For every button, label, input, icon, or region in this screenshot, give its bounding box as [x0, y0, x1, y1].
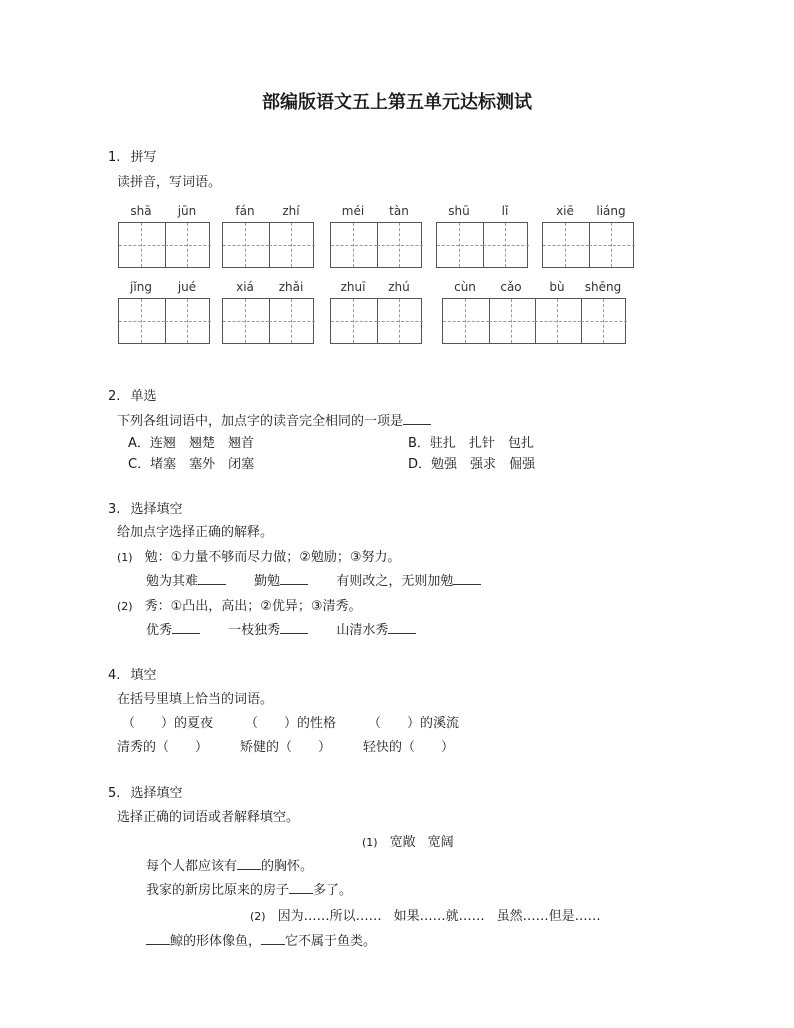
option-c[interactable]: C．堵塞 塞外 闭塞: [128, 457, 255, 472]
question-4-instruction: 在括号里填上恰当的词语。: [117, 692, 274, 707]
answer-blank[interactable]: [261, 932, 285, 945]
guide-line: [377, 245, 423, 246]
writing-cell[interactable]: [377, 299, 423, 343]
pinyin-label: zhuī: [340, 280, 366, 294]
pinyin-label: jǐng: [130, 280, 152, 294]
option-a[interactable]: A．连翘 翘楚 翘首: [128, 436, 254, 451]
guide-line: [119, 245, 165, 246]
pinyin-label: zhí: [282, 204, 300, 218]
question-2-header: [108, 385, 157, 404]
option-d[interactable]: D．勉强 强求 倔强: [408, 457, 536, 472]
pinyin-label: shū: [448, 204, 470, 218]
answer-blank[interactable]: [237, 857, 261, 870]
answer-blank[interactable]: [198, 572, 226, 585]
sub-item-1-choices: (1) 宽敞 宽阔: [362, 835, 454, 850]
pinyin-label: tàn: [389, 204, 409, 218]
pinyin-label: fán: [235, 204, 255, 218]
fill-row-2-item[interactable]: 清秀的（ ）: [117, 740, 209, 755]
pinyin-label: zhú: [388, 280, 410, 294]
option-b[interactable]: B．驻扎 扎针 包扎: [408, 436, 534, 451]
writing-cell[interactable]: [223, 299, 270, 343]
writing-cell[interactable]: [443, 299, 490, 343]
guide-line: [483, 245, 529, 246]
guide-line: [119, 321, 165, 322]
question-number: 3.: [108, 502, 121, 517]
pinyin-label: liáng: [596, 204, 626, 218]
writing-cell[interactable]: [223, 223, 270, 267]
writing-box: [330, 222, 422, 268]
answer-blank[interactable]: [403, 412, 431, 425]
writing-cell[interactable]: [269, 223, 315, 267]
question-heading: 选择填空: [130, 502, 183, 517]
sentence-2: 我家的新房比原来的房子 多了。: [146, 883, 353, 898]
sub-item-1-definition: (1) 勉：①力量不够而尽力做；②勉励；③努力。: [117, 550, 401, 565]
question-2-stem: 下列各组词语中，加点字的读音完全相同的一项是: [117, 410, 431, 429]
guide-line: [543, 245, 589, 246]
writing-cell[interactable]: [535, 299, 582, 343]
writing-box: [118, 298, 210, 344]
writing-cell[interactable]: [437, 223, 484, 267]
pinyin-label: jué: [177, 280, 197, 294]
fill-row-1-item[interactable]: （ ）的夏夜: [122, 716, 214, 731]
pinyin-label: shēng: [584, 280, 622, 294]
fill-row-1-item[interactable]: （ ）的性格: [245, 716, 337, 731]
writing-cell[interactable]: [543, 223, 590, 267]
fill-row-2-item[interactable]: 矫健的（ ）: [240, 740, 332, 755]
writing-cell[interactable]: [331, 299, 378, 343]
writing-box: [442, 298, 626, 344]
pinyin-label: bù: [549, 280, 565, 294]
pinyin-label: shā: [130, 204, 152, 218]
question-1-instruction: 读拼音，写词语。: [117, 175, 222, 190]
question-number: 4.: [108, 668, 121, 683]
writing-box: [436, 222, 528, 268]
writing-cell[interactable]: [165, 223, 211, 267]
question-number: 1.: [108, 150, 121, 165]
writing-cell[interactable]: [119, 299, 166, 343]
sentence-1: 每个人都应该有 的胸怀。: [146, 859, 314, 874]
writing-cell[interactable]: [269, 299, 315, 343]
question-3-instruction: 给加点字选择正确的解释。: [117, 525, 274, 540]
pinyin-label: jūn: [177, 204, 197, 218]
writing-cell[interactable]: [119, 223, 166, 267]
sub-item-2-definition: (2) 秀：①凸出，高出；②优异；③清秀。: [117, 599, 362, 614]
guide-line: [331, 245, 377, 246]
guide-line: [269, 321, 315, 322]
pinyin-label: zhǎi: [278, 280, 304, 294]
question-5-header: [108, 782, 183, 801]
question-4-header: [108, 664, 157, 683]
sentence-3: 鲸的形体像鱼， 它不属于鱼类。: [146, 930, 376, 949]
answer-blank[interactable]: [172, 621, 200, 634]
answer-blank[interactable]: [280, 572, 308, 585]
sub-item-1-phrases: 勉为其难 勤勉 有则改之，无则加勉: [146, 570, 481, 589]
writing-box: [118, 222, 210, 268]
writing-box: [222, 222, 314, 268]
answer-blank[interactable]: [453, 572, 481, 585]
page-title: 部编版语文五上第五单元达标测试: [262, 92, 532, 113]
question-heading: 拼写: [130, 150, 157, 165]
guide-line: [377, 321, 423, 322]
answer-blank[interactable]: [146, 932, 170, 945]
guide-line: [269, 245, 315, 246]
guide-line: [223, 321, 269, 322]
guide-line: [443, 321, 489, 322]
guide-line: [223, 245, 269, 246]
guide-line: [437, 245, 483, 246]
guide-line: [165, 321, 211, 322]
pinyin-label: xiá: [236, 280, 254, 294]
answer-blank[interactable]: [280, 621, 308, 634]
question-heading: 填空: [130, 668, 157, 683]
question-1-header: [108, 146, 157, 165]
answer-blank[interactable]: [388, 621, 416, 634]
sub-item-2-choices: (2) 因为……所以…… 如果……就…… 虽然……但是……: [250, 909, 601, 924]
writing-box: [330, 298, 422, 344]
guide-line: [535, 321, 581, 322]
writing-cell[interactable]: [489, 299, 536, 343]
writing-box: [542, 222, 634, 268]
writing-cell[interactable]: [331, 223, 378, 267]
pinyin-label: xiē: [556, 204, 574, 218]
question-3-header: [108, 498, 183, 517]
question-heading: 选择填空: [130, 786, 183, 801]
answer-blank[interactable]: [289, 881, 313, 894]
question-5-instruction: 选择正确的词语或者解释填空。: [117, 810, 300, 825]
guide-line: [581, 321, 627, 322]
writing-cell[interactable]: [483, 223, 529, 267]
writing-box: [222, 298, 314, 344]
guide-line: [589, 245, 635, 246]
guide-line: [165, 245, 211, 246]
question-heading: 单选: [130, 389, 157, 404]
pinyin-label: lǐ: [501, 204, 509, 218]
fill-row-1-item[interactable]: （ ）的溪流: [368, 716, 460, 731]
guide-line: [331, 321, 377, 322]
question-number: 5.: [108, 786, 121, 801]
sub-item-2-phrases: 优秀 一枝独秀 山清水秀: [146, 619, 416, 638]
writing-cell[interactable]: [377, 223, 423, 267]
question-number: 2.: [108, 389, 121, 404]
pinyin-label: cùn: [454, 280, 476, 294]
writing-cell[interactable]: [165, 299, 211, 343]
pinyin-label: cǎo: [500, 280, 522, 294]
pinyin-label: méi: [341, 204, 365, 218]
writing-cell[interactable]: [589, 223, 635, 267]
fill-row-2-item[interactable]: 轻快的（ ）: [363, 740, 455, 755]
guide-line: [489, 321, 535, 322]
writing-cell[interactable]: [581, 299, 627, 343]
